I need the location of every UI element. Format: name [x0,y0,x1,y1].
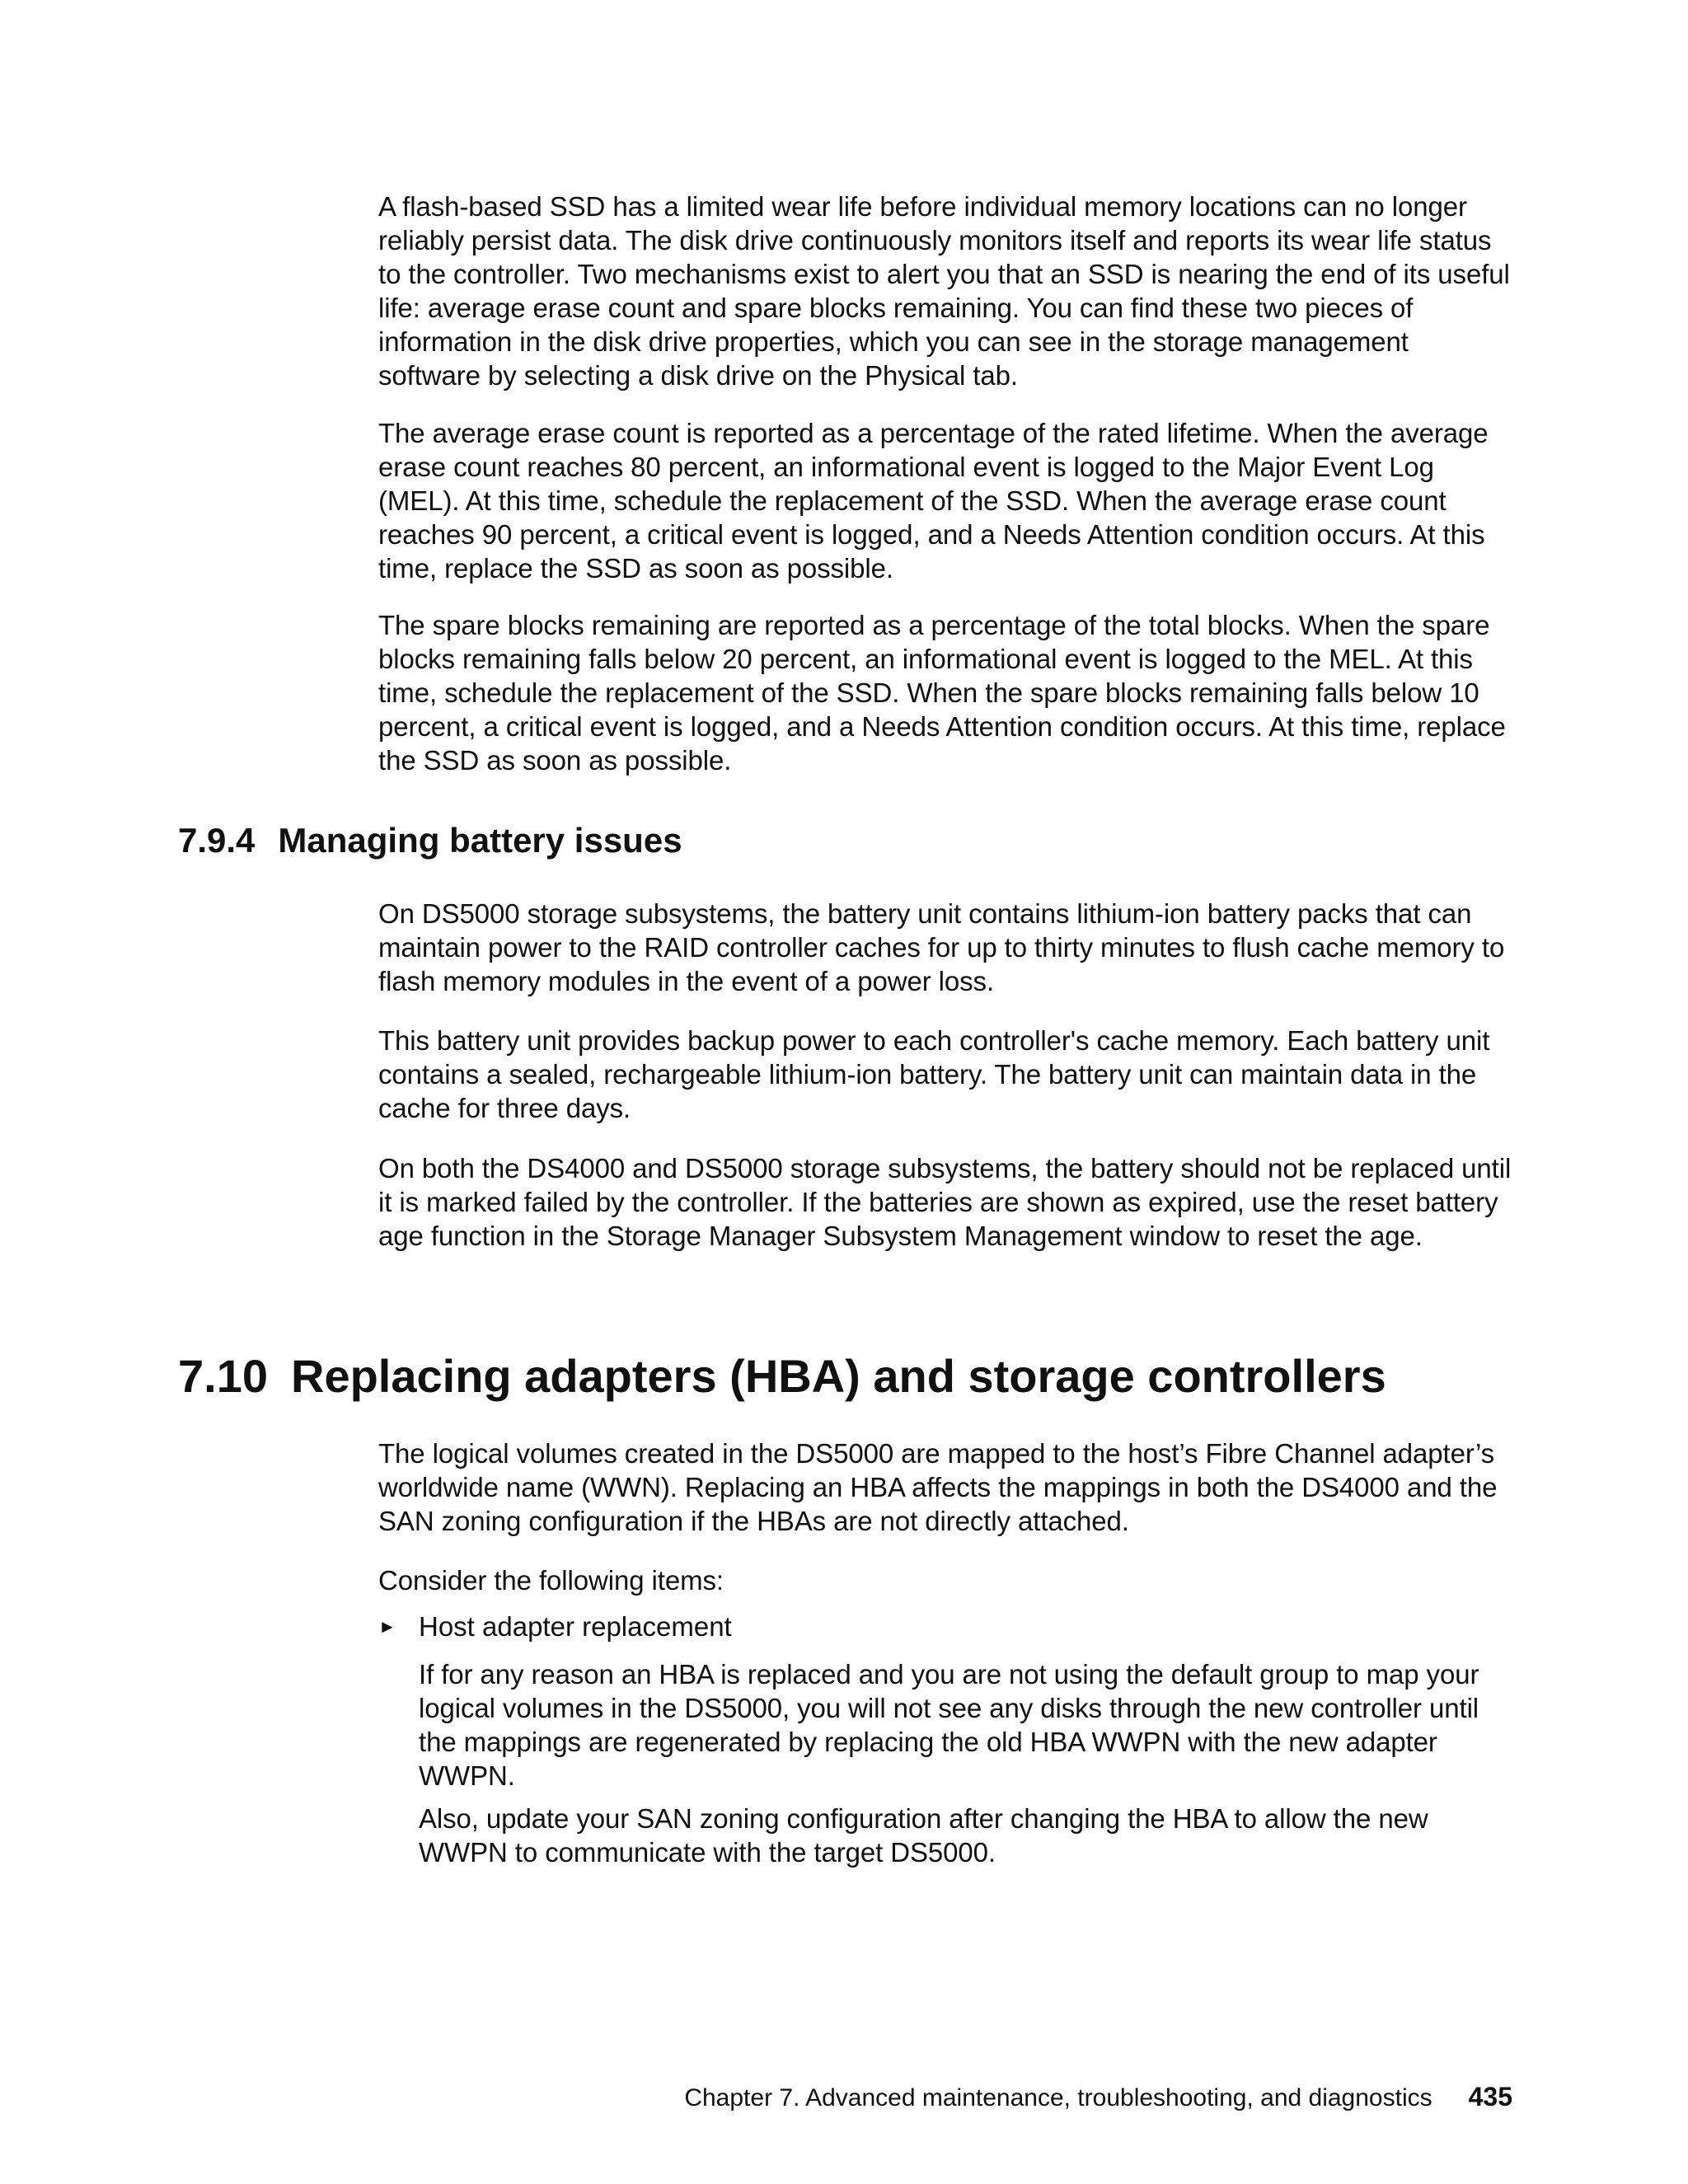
hba-paragraph-1 [378,1436,1516,1538]
page-number: 435 [1468,2082,1512,2111]
section-7-10-number: 7.10 [178,1350,268,1402]
hba-paragraph-2-text: Consider the following items: [378,1565,724,1596]
section-7-10-title: Replacing adapters (HBA) and storage controllers [291,1350,1386,1402]
bullet-arrow-icon: ► [378,1616,396,1637]
bullet-paragraph-1 [419,1657,1516,1793]
section-7-10-heading [178,1350,1386,1403]
hba-paragraph-1-text: The logical volumes created in the DS5000 are mapped to the host’s Fibre Channel adapter’s worldwide name (WWN). Replacing an HBA affects the mappings in both the DS4000 and the SAN zoning configuration if the HBAs are not directly attached. [378,1438,1498,1536]
battery-paragraph-3 [378,1151,1516,1253]
bullet-paragraph-2 [419,1802,1516,1869]
intro-paragraph-2-text: The average erase count is reported as a percentage of the rated lifetime. When the average erase count reaches 80 percent, an informational event is logged to the Major Event Log (MEL). At this time, schedule the replacement of the SSD. When the average erase count reaches 90 percent, a critical event is logged, and a Needs Attention condition occurs. At this time, replace the SSD as soon as possible. [378,418,1489,583]
battery-paragraph-2 [378,1024,1516,1125]
bullet-paragraph-1-text: If for any reason an HBA is replaced and you are not using the default group to map your logical volumes in the DS5000, you will not see any disks through the new controller until the mappings are regenerated by replacing the old HBA WWPN with the new adapter WWPN. [419,1659,1479,1791]
battery-paragraph-2-text: This battery unit provides backup power to each controller's cache memory. Each battery unit contains a sealed, rechargeable lithium-ion battery. The battery unit can maintain data in the cache for three days. [378,1025,1490,1123]
intro-paragraph-3 [378,608,1516,777]
intro-paragraph-1-text: A flash-based SSD has a limited wear life before individual memory locations can no longer reliably persist data. The disk drive continuously monitors itself and reports its wear life status to the controller. Two mechanisms exist to alert you that an SSD is nearing the end of its useful life: average erase count and spare blocks remaining. You can find these two pieces of information in the disk drive properties, which you can see in the storage management software by selecting a disk drive on the Physical tab. [378,191,1510,391]
intro-paragraph-3-text: The spare blocks remaining are reported as a percentage of the total blocks. When the spare blocks remaining falls below 20 percent, an informational event is logged to the MEL. At this time, schedule the replacement of the SSD. When the spare blocks remaining falls below 10 percent, a critical event is logged, and a Needs Attention condition occurs. At this time, replace the SSD as soon as possible. [378,610,1506,776]
bullet-label: Host adapter replacement [419,1611,732,1642]
battery-paragraph-3-text: On both the DS4000 and DS5000 storage subsystems, the battery should not be replaced until it is marked failed by the controller. If the batteries are shown as expired, use the reset battery age function in the Storage Manager Subsystem Management window to reset the age. [378,1153,1512,1251]
intro-paragraph-2 [378,416,1516,585]
battery-paragraph-1 [378,897,1516,998]
footer-chapter-title: Chapter 7. Advanced maintenance, troubleshooting, and diagnostics [684,2084,1432,2111]
intro-paragraph-1 [378,190,1516,392]
section-7-9-4-heading [178,820,682,861]
bullet-paragraph-2-text: Also, update your SAN zoning configuration after changing the HBA to allow the new WWPN to communicate with the target DS5000. [419,1803,1428,1868]
hba-paragraph-2 [378,1563,1516,1597]
section-7-9-4-title: Managing battery issues [278,821,682,860]
section-7-9-4-number: 7.9.4 [178,821,256,860]
page-footer [684,2080,1512,2115]
battery-paragraph-1-text: On DS5000 storage subsystems, the battery unit contains lithium-ion battery packs that can maintain power to the RAID controller caches for up to thirty minutes to flush cache memory to flash memory modules in the event of a power loss. [378,898,1505,996]
